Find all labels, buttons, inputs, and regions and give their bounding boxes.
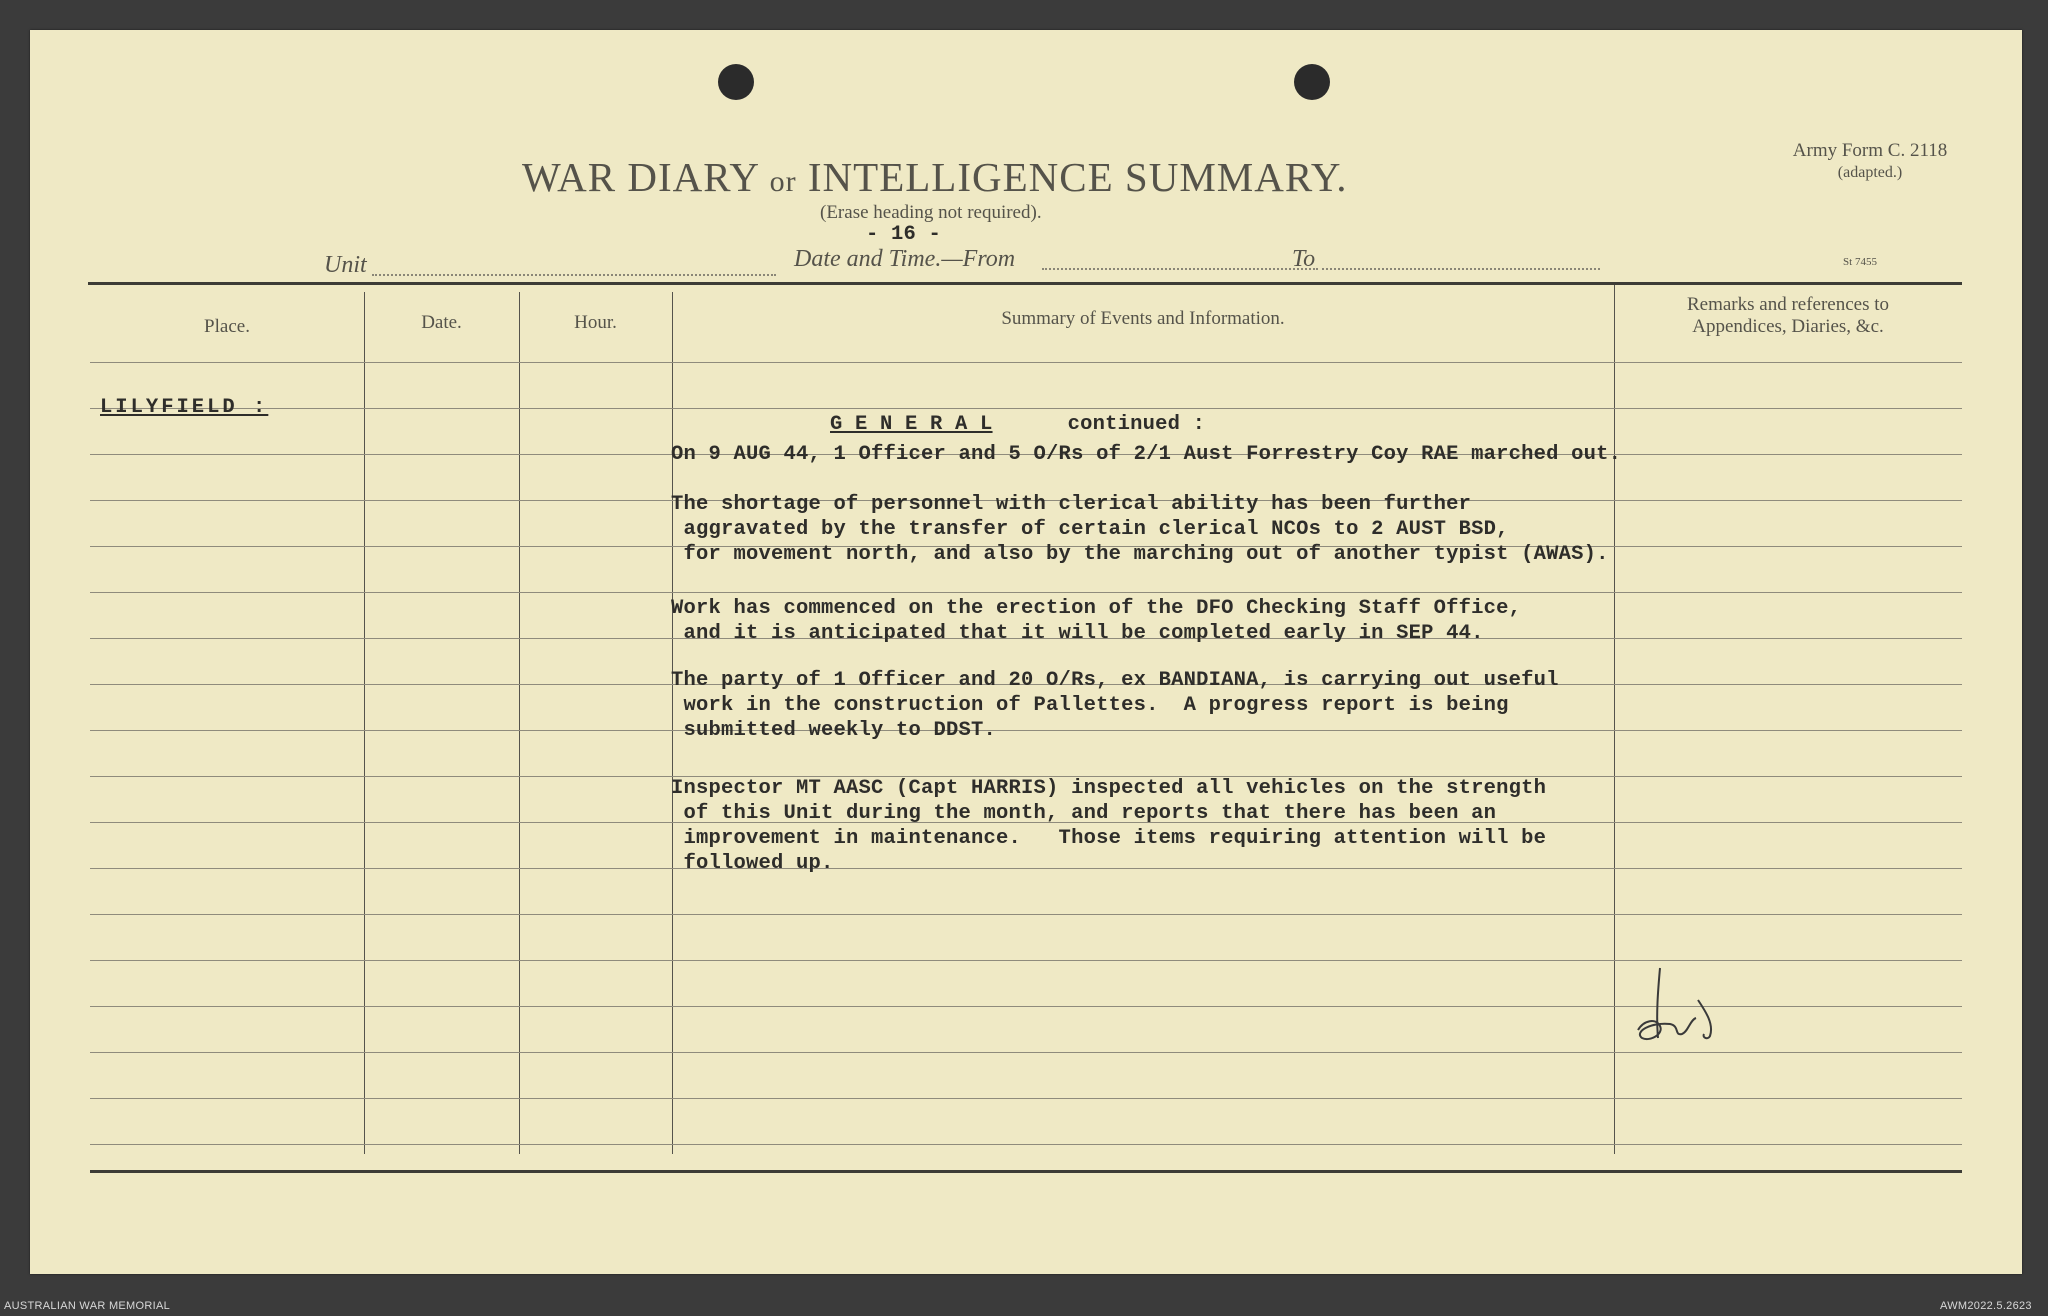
title-or: or (769, 165, 797, 198)
col-header-place: Place. (204, 316, 250, 337)
col-header-remarks-2: Appendices, Diaries, &c. (1692, 316, 1884, 337)
date-from-field-line (1042, 268, 1318, 270)
ruled-line (90, 868, 1962, 869)
unit-label: Unit (324, 252, 367, 278)
summary-line: for movement north, and also by the marching out of another typist (AWAS). (671, 543, 1609, 566)
entry-place: LILYFIELD : (100, 396, 269, 419)
signature-initials (1630, 960, 1760, 1050)
to-label: To (1292, 246, 1316, 272)
summary-line: submitted weekly to DDST. (671, 719, 997, 742)
ruled-line (90, 1144, 1962, 1145)
table-top-rule (88, 282, 1962, 285)
summary-line: The party of 1 Officer and 20 O/Rs, ex BANDIANA, is carrying out useful (671, 669, 1559, 692)
form-adapted: (adapted.) (1837, 164, 1903, 181)
col-divider-place (364, 292, 365, 1154)
col-header-remarks-1: Remarks and references to (1686, 294, 1890, 315)
ruled-line (90, 1098, 1962, 1099)
footer-left: AUSTRALIAN WAR MEMORIAL (4, 1300, 171, 1312)
table-bottom-rule (90, 1170, 1962, 1173)
col-header-date: Date. (421, 312, 462, 333)
summary-line: and it is anticipated that it will be completed early in SEP 44. (671, 622, 1484, 645)
summary-line: On 9 AUG 44, 1 Officer and 5 O/Rs of 2/1 Aust Forrestry Coy RAE marched out. (671, 443, 1622, 466)
punch-hole-left (718, 64, 754, 100)
summary-line: of this Unit during the month, and reports that there has been an (671, 802, 1497, 825)
erase-note: (Erase heading not required). (820, 202, 1042, 223)
summary-line: aggravated by the transfer of certain clerical NCOs to 2 AUST BSD, (671, 518, 1509, 541)
summary-line: The shortage of personnel with clerical ability has been further (671, 493, 1472, 516)
title-rest: INTELLIGENCE SUMMARY. (807, 154, 1348, 200)
footer-right: AWM2022.5.2623 (1940, 1300, 2032, 1312)
ruled-line (90, 362, 1962, 363)
stock-code: St 7455 (1843, 256, 1877, 268)
ruled-line (90, 592, 1962, 593)
col-divider-summary (1614, 285, 1615, 1154)
form-name: Army Form C. 2118 (1792, 140, 1948, 161)
punch-hole-right (1294, 64, 1330, 100)
ruled-line (90, 730, 1962, 731)
date-to-field-line (1322, 268, 1600, 270)
form-title (522, 153, 1348, 201)
col-header-hour: Hour. (574, 312, 617, 333)
ruled-line (90, 1052, 1962, 1053)
summary-line: work in the construction of Pallettes. A progress report is being (671, 694, 1509, 717)
ruled-line (90, 914, 1962, 915)
title-main: WAR DIARY (522, 154, 759, 200)
summary-line: Work has commenced on the erection of the DFO Checking Staff Office, (671, 597, 1522, 620)
col-divider-date (519, 292, 520, 1154)
general-heading: G E N E R A L (830, 413, 993, 436)
page-number: - 16 - (866, 223, 942, 246)
col-header-summary: Summary of Events and Information. (1001, 308, 1285, 329)
summary-line: Inspector MT AASC (Capt HARRIS) inspected all vehicles on the strength (671, 777, 1547, 800)
unit-field-line (372, 274, 776, 276)
summary-line: followed up. (671, 852, 834, 875)
summary-line: improvement in maintenance. Those items requiring attention will be (671, 827, 1547, 850)
date-time-label: Date and Time.—From (794, 246, 1016, 272)
general-heading-suffix: continued : (1067, 413, 1206, 436)
diary-sheet (30, 30, 2022, 1274)
